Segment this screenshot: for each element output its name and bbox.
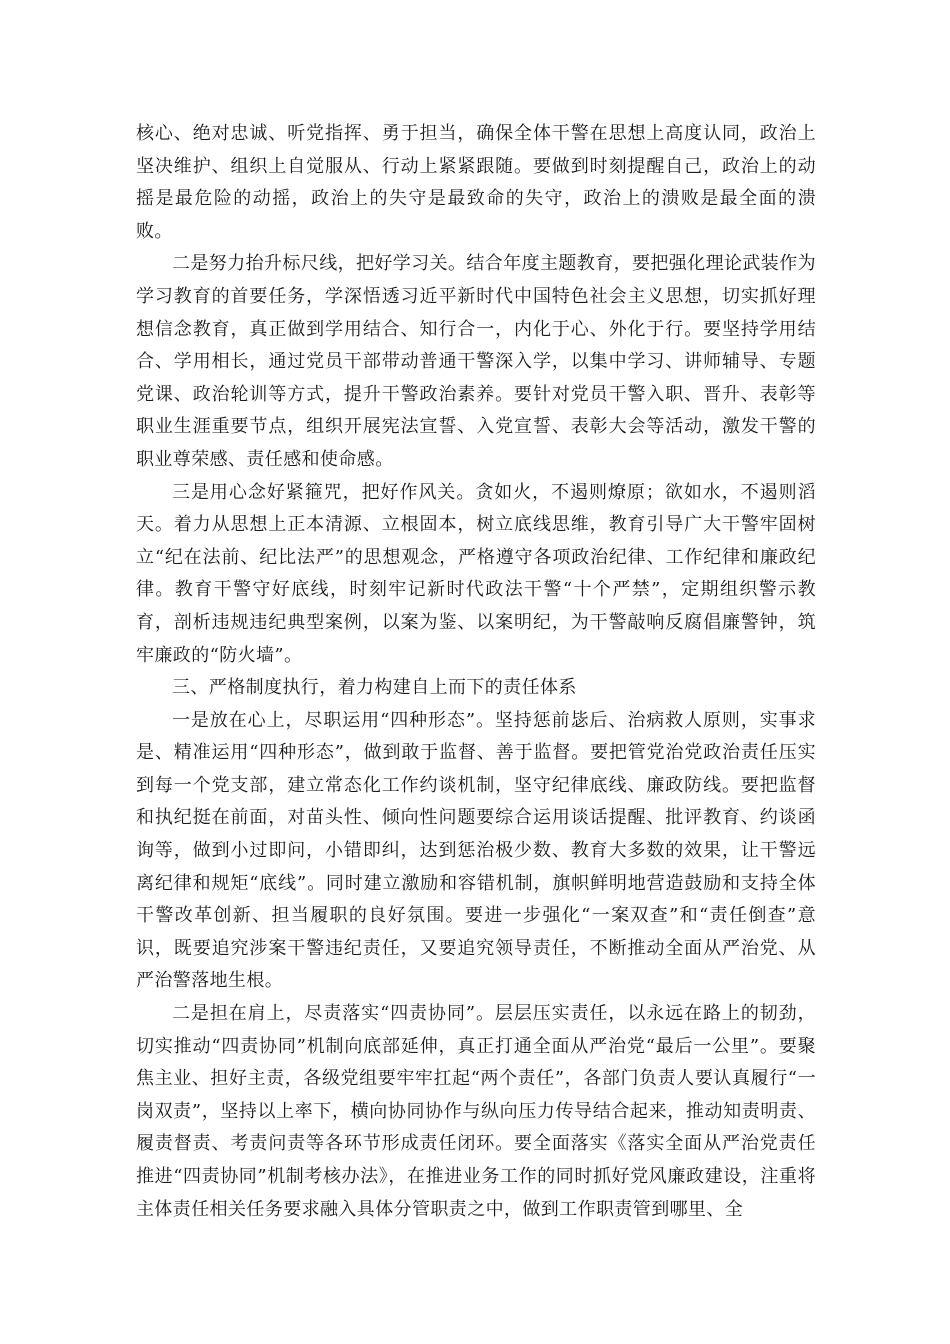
paragraph-four-forms: 一是放在心上，尽职运用“四种形态”。坚持惩前毖后、治病救人原则，实事求是、精准运用“四种形态”，做到敢于监督、善于监督。要把管党治党政治责任压实到每一个党支部，建立常态化工作约谈机制，坚守纪律底线、廉政防线。要把监督和执纪挺在前面，对苗头性、倾向性问题要综合运用谈话提醒、批评教育、约谈函询等，做到小过即问，小错即纠，达到惩治极少数、教育大多数的效果，让干警远离纪律和规矩“底线”。同时建立激励和容错机制，旗帜鲜明地营造鼓励和支持全体干警改革创新、担当履职的良好氛围。要进一步强化“一案双查”和“责任倒查”意识，既要追究涉案干警违纪责任，又要追究领导责任，不断推动全面从严治党、从严治警落地生根。 (136, 709, 816, 992)
document-body (136, 118, 816, 1226)
paragraph-continuation: 核心、绝对忠诚、听党指挥、勇于担当，确保全体干警在思想上高度认同，政治上坚决维护、组织上自觉服从、行动上紧紧跟随。要做到时刻提醒自己，政治上的动摇是最危险的动摇，政治上的失守是最致命的失守，政治上的溃败是最全面的溃败。 (136, 123, 816, 242)
paragraph-conduct: 三是用心念好紧箍咒，把好作风关。贪如火，不遏则燎原；欲如水，不遏则滔天。着力从思想上正本清源、立根固本，树立底线思维，教育引导广大干警牢固树立“纪在法前、纪比法严”的思想观念，严格遵守各项政治纪律、工作纪律和廉政纪律。教育干警守好底线，时刻牢记新时代政法干警“十个严禁”，定期组织警示教育，剖析违规违纪典型案例，以案为鉴、以案明纪，为干警敲响反腐倡廉警钟，筑牢廉政的“防火墙”。 (136, 481, 816, 666)
paragraph-four-duties: 二是担在肩上，尽责落实“四责协同”。层层压实责任，以永远在路上的韧劲，切实推动“四责协同”机制向底部延伸，真正打通全面从严治党“最后一公里”。要聚焦主业、担好主责，各级党组要牢牢扛起“两个责任”，各部门负责人要认真履行“一岗双责”，坚持以上率下，横向协同协作与纵向压力传导结合起来，推动知责明责、履责督责、考责问责等各环节形成责任闭环。要全面落实《落实全面从严治党责任推进“四责协同”机制考核办法》，在推进业务工作的同时抓好党风廉政建设，注重将主体责任相关任务要求融入具体分管职责之中，做到工作职责管到哪里、全 (136, 1003, 816, 1220)
paragraph-study: 二是努力抬升标尺线，把好学习关。结合年度主题教育，要把强化理论武装作为学习教育的首要任务，学深悟透习近平新时代中国特色社会主义思想，切实抓好理想信念教育，真正做到学用结合、知行合一，内化于心、外化于行。要坚持学用结合、学用相长，通过党员干部带动普通干警深入学，以集中学习、讲师辅导、专题党课、政治轮训等方式，提升干警政治素养。要针对党员干警入职、晋升、表彰等职业生涯重要节点，组织开展宪法宣誓、入党宣誓、表彰大会等活动，激发干警的职业尊荣感、责任感和使命感。 (136, 253, 816, 470)
section-heading: 三、严格制度执行，着力构建自上而下的责任体系 (172, 677, 577, 699)
